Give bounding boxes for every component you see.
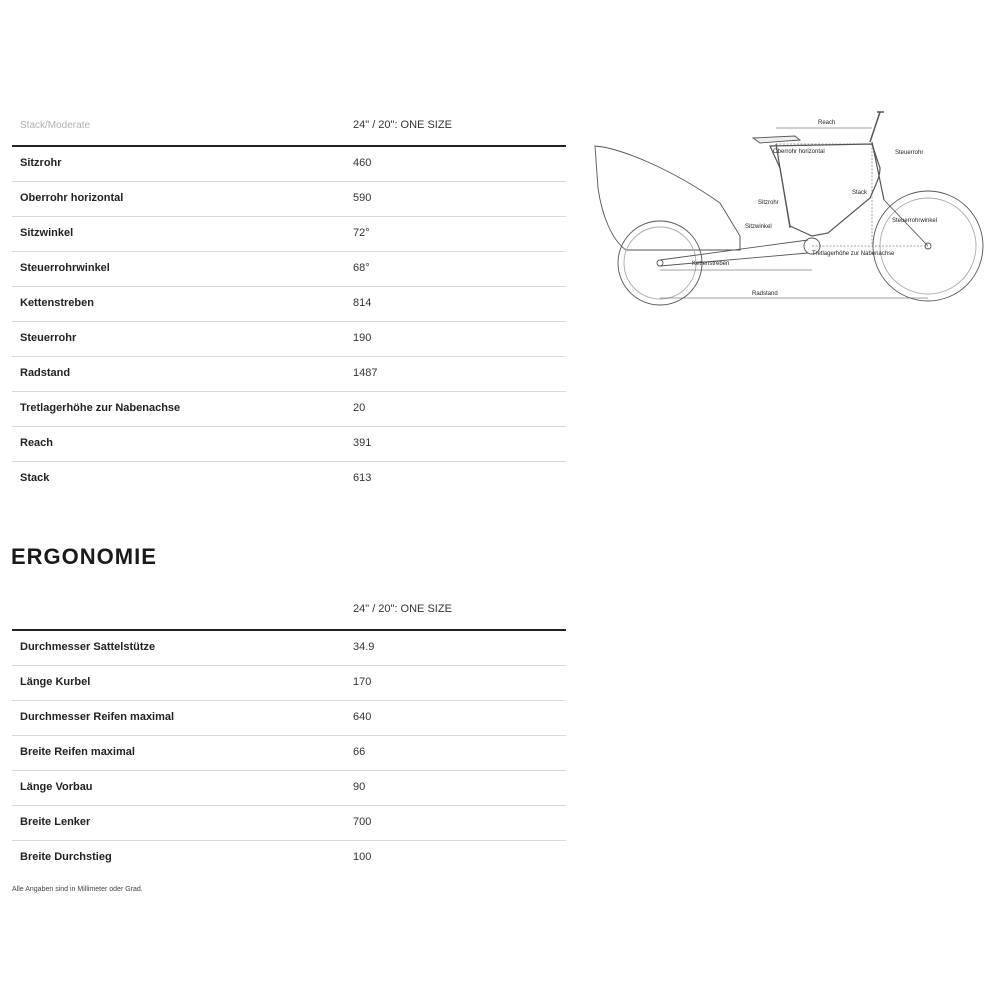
table-row <box>12 462 566 496</box>
row-label: Länge Kurbel <box>20 676 91 688</box>
row-label: Radstand <box>20 367 71 379</box>
table-row <box>12 736 566 771</box>
label-seat-tube: Sitzrohr <box>758 200 779 206</box>
row-value: 1487 <box>353 367 378 379</box>
label-head-tube: Steuerrohr <box>895 150 924 156</box>
row-value: 34.9 <box>353 641 375 653</box>
cargo-box <box>595 146 740 250</box>
table-row <box>12 147 566 182</box>
table-row <box>12 631 566 666</box>
table-row <box>12 252 566 287</box>
row-label: Sitzrohr <box>20 157 62 169</box>
table-row <box>12 287 566 322</box>
row-value: 72° <box>353 227 370 239</box>
row-value: 66 <box>353 746 366 758</box>
bike-geometry-diagram <box>590 108 990 308</box>
row-value: 100 <box>353 851 372 863</box>
table-row <box>12 357 566 392</box>
row-label: Breite Durchstieg <box>20 851 112 863</box>
label-chainstay: Kettenstreben <box>692 261 730 267</box>
row-label: Steuerrohrwinkel <box>20 262 110 274</box>
row-label: Länge Vorbau <box>20 781 93 793</box>
table-row <box>12 806 566 841</box>
table-row <box>12 666 566 701</box>
table-row <box>12 841 566 875</box>
row-value: 190 <box>353 332 372 344</box>
footnote: Alle Angaben sind in Millimeter oder Grad. <box>12 886 143 893</box>
label-reach: Reach <box>818 120 836 126</box>
row-label: Tretlagerhöhe zur Nabenachse <box>20 402 181 414</box>
geometry-table-header <box>12 110 566 147</box>
row-label: Oberrohr horizontal <box>20 192 124 204</box>
ergonomics-header-size: 24" / 20": ONE SIZE <box>353 603 452 615</box>
row-label: Durchmesser Sattelstütze <box>20 641 156 653</box>
saddle <box>753 136 800 143</box>
ergonomics-table <box>12 594 566 875</box>
label-wheelbase: Radstand <box>752 291 778 297</box>
row-value: 170 <box>353 676 372 688</box>
label-stack: Stack <box>852 190 868 196</box>
row-value: 700 <box>353 816 372 828</box>
table-row <box>12 701 566 736</box>
row-value: 20 <box>353 402 366 414</box>
geometry-header-label: Stack/Moderate <box>20 120 91 131</box>
geometry-header-size: 24" / 20": ONE SIZE <box>353 119 452 131</box>
table-row <box>12 217 566 252</box>
row-label: Durchmesser Reifen maximal <box>20 711 175 723</box>
row-value: 613 <box>353 472 372 484</box>
row-value: 460 <box>353 157 372 169</box>
row-value: 640 <box>353 711 372 723</box>
row-value: 391 <box>353 437 372 449</box>
geometry-table <box>12 110 566 496</box>
table-row <box>12 392 566 427</box>
row-label: Kettenstreben <box>20 297 94 309</box>
label-top-tube: Oberrohr horizontal <box>773 149 825 155</box>
label-bb-height: Tretlagerhöhe zur Nabenachse <box>812 251 895 257</box>
label-head-angle: Steuerrohrwinkel <box>892 218 938 224</box>
table-row <box>12 771 566 806</box>
row-label: Sitzwinkel <box>20 227 74 239</box>
table-row <box>12 427 566 462</box>
ergonomics-title: ERGONOMIE <box>11 544 157 569</box>
row-label: Reach <box>20 437 54 449</box>
row-label: Stack <box>20 472 50 484</box>
row-label: Breite Reifen maximal <box>20 746 135 758</box>
table-row <box>12 322 566 357</box>
label-seat-angle: Sitzwinkel <box>745 224 772 230</box>
row-value: 590 <box>353 192 372 204</box>
table-row <box>12 182 566 217</box>
row-value: 90 <box>353 781 366 793</box>
row-value: 68° <box>353 262 370 274</box>
row-label: Steuerrohr <box>20 332 77 344</box>
ergonomics-table-header <box>12 594 566 631</box>
row-value: 814 <box>353 297 372 309</box>
row-label: Breite Lenker <box>20 816 91 828</box>
